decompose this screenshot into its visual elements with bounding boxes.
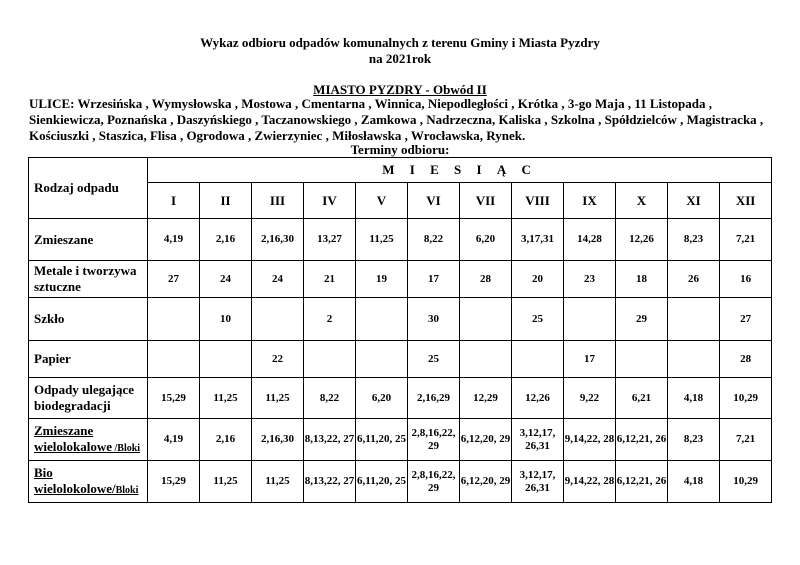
date-cell: 12,26 [512, 378, 564, 419]
date-cell: 26 [668, 261, 720, 298]
date-cell: 15,29 [148, 461, 200, 503]
date-cell: 7,21 [720, 219, 772, 261]
date-cell: 22 [252, 341, 304, 378]
date-cell: 12,26 [616, 219, 668, 261]
date-cell: 9,14,22, 28 [564, 461, 616, 503]
date-cell: 18 [616, 261, 668, 298]
date-cell: 29 [616, 298, 668, 341]
schedule-body [29, 219, 772, 503]
date-cell: 4,19 [148, 219, 200, 261]
table-row [29, 219, 772, 261]
date-cell: 25 [512, 298, 564, 341]
month-header: X [616, 183, 668, 219]
waste-type-label [29, 461, 148, 503]
waste-type-subname: wielolokolowe/ [34, 480, 116, 496]
date-cell: 9,14,22, 28 [564, 419, 616, 461]
date-cell: 10 [200, 298, 252, 341]
date-cell: 2,16 [200, 219, 252, 261]
date-cell [356, 298, 408, 341]
date-cell: 4,18 [668, 378, 720, 419]
date-cell: 11,25 [200, 461, 252, 503]
date-cell: 2,8,16,22, 29 [408, 461, 460, 503]
date-cell: 6,20 [356, 378, 408, 419]
date-cell: 11,25 [252, 378, 304, 419]
date-cell: 27 [720, 298, 772, 341]
date-cell: 12,29 [460, 378, 512, 419]
streets-list: ULICE: Wrzesińska , Wymysłowska , Mostowa , Cmentarna , Winnica, Niepodległości , Krótka , 3-go Maja , 11 Listopada , Sienkiewicza, Poznańska , Daszyńskiego , Taczanowskiego , Zamkowa , Nadrzeczna, Kaliska , Szkolna , Spółdzielców , Magistracka , Kościuszki , Staszica, Flisa , Ogrodowa , Zwierzyniec , Miłosławska , Wrocławska, Rynek. [29, 96, 764, 143]
date-cell: 9,22 [564, 378, 616, 419]
date-cell: 6,21 [616, 378, 668, 419]
date-cell: 24 [252, 261, 304, 298]
date-cell [148, 341, 200, 378]
waste-type-label: Metale i tworzywa sztuczne [29, 261, 148, 298]
date-cell: 10,29 [720, 461, 772, 503]
date-cell: 4,19 [148, 419, 200, 461]
month-header: IX [564, 183, 616, 219]
waste-type-label: Szkło [29, 298, 148, 341]
date-cell [200, 341, 252, 378]
month-header: IV [304, 183, 356, 219]
date-cell: 8,23 [668, 219, 720, 261]
schedule-table [28, 157, 772, 503]
month-header: XII [720, 183, 772, 219]
waste-type-label [29, 419, 148, 461]
date-cell: 6,11,20, 25 [356, 419, 408, 461]
waste-type-suffix: /Bloki [112, 442, 141, 454]
date-cell: 2 [304, 298, 356, 341]
date-cell [616, 341, 668, 378]
table-row [29, 419, 772, 461]
date-cell [356, 341, 408, 378]
date-cell: 2,16,30 [252, 419, 304, 461]
date-cell: 2,16,29 [408, 378, 460, 419]
document-title: Wykaz odbioru odpadów komunalnych z terenu Gminy i Miasta Pyzdry [200, 35, 600, 50]
month-header: VI [408, 183, 460, 219]
date-cell [460, 298, 512, 341]
date-cell: 8,23 [668, 419, 720, 461]
date-cell: 8,13,22, 27 [304, 419, 356, 461]
table-row [29, 261, 772, 298]
date-cell: 10,29 [720, 378, 772, 419]
waste-type-label: Odpady ulegające biodegradacji [29, 378, 148, 419]
waste-type-name: Bio [34, 464, 53, 480]
date-cell [668, 341, 720, 378]
date-cell: 19 [356, 261, 408, 298]
date-cell [148, 298, 200, 341]
table-row [29, 378, 772, 419]
date-cell [564, 298, 616, 341]
month-group-header: M I E S I Ą C [148, 158, 772, 183]
date-cell: 11,25 [252, 461, 304, 503]
date-cell: 25 [408, 341, 460, 378]
date-cell: 24 [200, 261, 252, 298]
date-cell: 8,22 [304, 378, 356, 419]
month-header: VII [460, 183, 512, 219]
waste-type-name: Zmieszane [34, 422, 94, 438]
date-cell: 6,20 [460, 219, 512, 261]
month-header: II [200, 183, 252, 219]
date-cell: 17 [408, 261, 460, 298]
date-cell [460, 341, 512, 378]
date-cell: 15,29 [148, 378, 200, 419]
date-cell: 6,11,20, 25 [356, 461, 408, 503]
schedule-subtitle: Terminy odbioru: [350, 142, 450, 157]
table-row [29, 298, 772, 341]
waste-type-label: Zmieszane [29, 219, 148, 261]
date-cell: 2,16 [200, 419, 252, 461]
date-cell: 4,18 [668, 461, 720, 503]
month-header: I [148, 183, 200, 219]
date-cell: 2,8,16,22, 29 [408, 419, 460, 461]
month-header: VIII [512, 183, 564, 219]
date-cell: 6,12,20, 29 [460, 419, 512, 461]
month-header: XI [668, 183, 720, 219]
date-cell: 6,12,20, 29 [460, 461, 512, 503]
waste-type-subname: wielolokalowe [34, 438, 112, 454]
date-cell: 3,17,31 [512, 219, 564, 261]
section-title: MIASTO PYZDRY - Obwód II [313, 82, 487, 97]
date-cell: 7,21 [720, 419, 772, 461]
date-cell [252, 298, 304, 341]
table-row [29, 461, 772, 503]
date-cell: 13,27 [304, 219, 356, 261]
date-cell: 30 [408, 298, 460, 341]
document-year: na 2021rok [368, 51, 432, 66]
column-header-waste-type: Rodzaj odpadu [29, 158, 148, 219]
waste-type-suffix: Bloki [115, 484, 139, 496]
date-cell: 8,22 [408, 219, 460, 261]
date-cell: 3,12,17, 26,31 [512, 419, 564, 461]
date-cell: 23 [564, 261, 616, 298]
waste-type-label: Papier [29, 341, 148, 378]
date-cell: 11,25 [356, 219, 408, 261]
date-cell: 2,16,30 [252, 219, 304, 261]
date-cell: 17 [564, 341, 616, 378]
date-cell: 11,25 [200, 378, 252, 419]
date-cell: 20 [512, 261, 564, 298]
table-row [29, 341, 772, 378]
date-cell: 6,12,21, 26 [616, 461, 668, 503]
date-cell [512, 341, 564, 378]
date-cell [304, 341, 356, 378]
date-cell: 6,12,21, 26 [616, 419, 668, 461]
date-cell: 28 [720, 341, 772, 378]
date-cell: 14,28 [564, 219, 616, 261]
date-cell: 21 [304, 261, 356, 298]
date-cell: 3,12,17, 26,31 [512, 461, 564, 503]
date-cell: 16 [720, 261, 772, 298]
date-cell: 28 [460, 261, 512, 298]
month-header: III [252, 183, 304, 219]
date-cell: 27 [148, 261, 200, 298]
date-cell: 8,13,22, 27 [304, 461, 356, 503]
date-cell [668, 298, 720, 341]
month-header: V [356, 183, 408, 219]
